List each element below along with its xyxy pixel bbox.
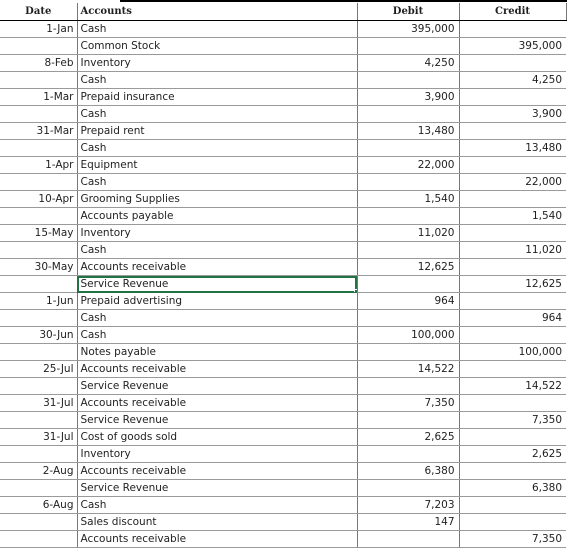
debit-cell[interactable]: 7,350 xyxy=(357,395,459,412)
date-cell[interactable] xyxy=(0,446,77,463)
debit-cell[interactable] xyxy=(357,480,459,497)
account-cell[interactable]: Accounts receivable xyxy=(77,531,357,548)
credit-cell[interactable]: 6,380 xyxy=(459,480,566,497)
date-cell[interactable] xyxy=(0,412,77,429)
account-cell[interactable]: Cash xyxy=(77,497,357,514)
credit-cell[interactable]: 4,250 xyxy=(459,72,566,89)
account-cell[interactable]: Prepaid insurance xyxy=(77,89,357,106)
credit-cell[interactable] xyxy=(459,361,566,378)
table-row xyxy=(0,395,566,412)
header-date[interactable]: Date xyxy=(0,3,77,21)
table-row xyxy=(0,344,566,361)
table-row xyxy=(0,242,566,259)
account-cell[interactable]: Service Revenue xyxy=(77,378,357,395)
date-cell[interactable] xyxy=(0,72,77,89)
account-cell[interactable]: Cash xyxy=(77,72,357,89)
account-cell[interactable]: Common Stock xyxy=(77,38,357,55)
date-cell[interactable] xyxy=(0,140,77,157)
header-accounts[interactable]: Accounts xyxy=(77,3,357,21)
table-row xyxy=(0,429,566,446)
header-credit[interactable]: Credit xyxy=(459,3,566,21)
debit-cell[interactable]: 4,250 xyxy=(357,55,459,72)
journal-table xyxy=(0,3,567,548)
credit-cell[interactable] xyxy=(459,259,566,276)
debit-cell[interactable] xyxy=(357,208,459,225)
debit-cell[interactable] xyxy=(357,412,459,429)
account-cell[interactable]: Cash xyxy=(77,242,357,259)
table-row xyxy=(0,412,566,429)
header-debit[interactable]: Debit xyxy=(357,3,459,21)
date-cell[interactable] xyxy=(0,531,77,548)
debit-cell[interactable]: 11,020 xyxy=(357,225,459,242)
account-cell[interactable]: Cash xyxy=(77,106,357,123)
date-cell[interactable]: 30-May xyxy=(0,259,77,276)
credit-cell[interactable] xyxy=(459,21,566,38)
account-cell[interactable]: Notes payable xyxy=(77,344,357,361)
credit-cell[interactable]: 11,020 xyxy=(459,242,566,259)
table-row xyxy=(0,293,566,310)
table-row xyxy=(0,276,566,293)
date-cell[interactable]: 1-Apr xyxy=(0,157,77,174)
date-cell[interactable]: 6-Aug xyxy=(0,497,77,514)
date-cell[interactable] xyxy=(0,514,77,531)
date-cell[interactable] xyxy=(0,242,77,259)
credit-cell[interactable]: 12,625 xyxy=(459,276,566,293)
account-cell[interactable]: Inventory xyxy=(77,446,357,463)
date-cell[interactable]: 25-Jul xyxy=(0,361,77,378)
credit-cell[interactable] xyxy=(459,157,566,174)
table-row xyxy=(0,497,566,514)
credit-cell[interactable] xyxy=(459,89,566,106)
table-row xyxy=(0,55,566,72)
account-cell[interactable]: Accounts receivable xyxy=(77,463,357,480)
debit-cell[interactable] xyxy=(357,38,459,55)
table-row xyxy=(0,361,566,378)
date-cell[interactable]: 1-Jan xyxy=(0,21,77,38)
table-row xyxy=(0,446,566,463)
date-cell[interactable]: 30-Jun xyxy=(0,327,77,344)
debit-cell[interactable]: 7,203 xyxy=(357,497,459,514)
debit-cell[interactable]: 22,000 xyxy=(357,157,459,174)
table-row xyxy=(0,106,566,123)
account-cell[interactable]: Service Revenue xyxy=(77,412,357,429)
table-row xyxy=(0,191,566,208)
credit-cell[interactable]: 14,522 xyxy=(459,378,566,395)
account-cell[interactable]: Inventory xyxy=(77,55,357,72)
debit-cell[interactable] xyxy=(357,72,459,89)
table-row xyxy=(0,480,566,497)
account-cell[interactable]: Equipment xyxy=(77,157,357,174)
date-cell[interactable] xyxy=(0,174,77,191)
account-cell[interactable]: Cash xyxy=(77,310,357,327)
date-cell[interactable]: 1-Mar xyxy=(0,89,77,106)
date-cell[interactable] xyxy=(0,344,77,361)
debit-cell[interactable] xyxy=(357,106,459,123)
credit-cell[interactable]: 13,480 xyxy=(459,140,566,157)
date-cell[interactable]: 2-Aug xyxy=(0,463,77,480)
table-row xyxy=(0,225,566,242)
debit-cell[interactable]: 13,480 xyxy=(357,123,459,140)
debit-cell[interactable] xyxy=(357,446,459,463)
credit-cell[interactable]: 7,350 xyxy=(459,531,566,548)
credit-cell[interactable]: 7,350 xyxy=(459,412,566,429)
debit-cell[interactable]: 12,625 xyxy=(357,259,459,276)
table-row xyxy=(0,310,566,327)
debit-cell[interactable]: 3,900 xyxy=(357,89,459,106)
table-row xyxy=(0,463,566,480)
account-cell[interactable]: Cash xyxy=(77,140,357,157)
credit-cell[interactable] xyxy=(459,293,566,310)
debit-cell[interactable]: 147 xyxy=(357,514,459,531)
credit-cell[interactable] xyxy=(459,429,566,446)
credit-cell[interactable] xyxy=(459,55,566,72)
debit-cell[interactable]: 100,000 xyxy=(357,327,459,344)
credit-cell[interactable] xyxy=(459,123,566,140)
date-cell[interactable]: 10-Apr xyxy=(0,191,77,208)
top-rule xyxy=(120,0,567,2)
credit-cell[interactable] xyxy=(459,225,566,242)
date-cell[interactable] xyxy=(0,378,77,395)
debit-cell[interactable]: 1,540 xyxy=(357,191,459,208)
account-cell[interactable]: Cost of goods sold xyxy=(77,429,357,446)
table-row xyxy=(0,72,566,89)
table-row xyxy=(0,38,566,55)
credit-cell[interactable]: 1,540 xyxy=(459,208,566,225)
table-row xyxy=(0,140,566,157)
table-row xyxy=(0,378,566,395)
table-row xyxy=(0,21,566,38)
debit-cell[interactable] xyxy=(357,242,459,259)
date-cell[interactable]: 31-Jul xyxy=(0,395,77,412)
table-row xyxy=(0,327,566,344)
header-row xyxy=(0,3,566,21)
table-row xyxy=(0,89,566,106)
credit-cell[interactable] xyxy=(459,463,566,480)
debit-cell[interactable] xyxy=(357,531,459,548)
date-cell[interactable] xyxy=(0,310,77,327)
credit-cell[interactable] xyxy=(459,514,566,531)
account-cell[interactable]: Prepaid rent xyxy=(77,123,357,140)
account-cell[interactable]: Accounts receivable xyxy=(77,361,357,378)
table-row xyxy=(0,157,566,174)
debit-cell[interactable] xyxy=(357,378,459,395)
table-row xyxy=(0,208,566,225)
debit-cell[interactable] xyxy=(357,310,459,327)
account-cell[interactable]: Sales discount xyxy=(77,514,357,531)
table-row xyxy=(0,259,566,276)
credit-cell[interactable]: 395,000 xyxy=(459,38,566,55)
debit-cell[interactable]: 2,625 xyxy=(357,429,459,446)
date-cell[interactable]: 15-May xyxy=(0,225,77,242)
debit-cell[interactable] xyxy=(357,276,459,293)
journal-rows xyxy=(0,21,566,548)
credit-cell[interactable]: 964 xyxy=(459,310,566,327)
account-cell[interactable]: Accounts payable xyxy=(77,208,357,225)
date-cell[interactable] xyxy=(0,38,77,55)
table-row xyxy=(0,531,566,548)
date-cell[interactable] xyxy=(0,276,77,293)
account-cell[interactable]: Prepaid advertising xyxy=(77,293,357,310)
debit-cell[interactable]: 14,522 xyxy=(357,361,459,378)
table-row xyxy=(0,514,566,531)
credit-cell[interactable] xyxy=(459,191,566,208)
account-cell[interactable]: Inventory xyxy=(77,225,357,242)
debit-cell[interactable]: 395,000 xyxy=(357,21,459,38)
table-row xyxy=(0,123,566,140)
table-row xyxy=(0,174,566,191)
date-cell[interactable]: 31-Mar xyxy=(0,123,77,140)
credit-cell[interactable]: 2,625 xyxy=(459,446,566,463)
date-cell[interactable] xyxy=(0,106,77,123)
account-cell[interactable]: Grooming Supplies xyxy=(77,191,357,208)
credit-cell[interactable]: 22,000 xyxy=(459,174,566,191)
credit-cell[interactable] xyxy=(459,327,566,344)
account-cell[interactable]: Cash xyxy=(77,21,357,38)
date-cell[interactable]: 8-Feb xyxy=(0,55,77,72)
credit-cell[interactable] xyxy=(459,395,566,412)
debit-cell[interactable] xyxy=(357,344,459,361)
debit-cell[interactable]: 6,380 xyxy=(357,463,459,480)
credit-cell[interactable] xyxy=(459,497,566,514)
date-cell[interactable]: 1-Jun xyxy=(0,293,77,310)
account-cell[interactable]: Service Revenue xyxy=(77,480,357,497)
debit-cell[interactable] xyxy=(357,174,459,191)
account-cell[interactable]: Cash xyxy=(77,174,357,191)
date-cell[interactable]: 31-Jul xyxy=(0,429,77,446)
credit-cell[interactable]: 3,900 xyxy=(459,106,566,123)
date-cell[interactable] xyxy=(0,208,77,225)
date-cell[interactable] xyxy=(0,480,77,497)
account-cell[interactable]: Accounts receivable xyxy=(77,395,357,412)
credit-cell[interactable]: 100,000 xyxy=(459,344,566,361)
account-cell[interactable]: Service Revenue xyxy=(77,276,357,293)
account-cell[interactable]: Cash xyxy=(77,327,357,344)
debit-cell[interactable] xyxy=(357,140,459,157)
debit-cell[interactable]: 964 xyxy=(357,293,459,310)
account-cell[interactable]: Accounts receivable xyxy=(77,259,357,276)
